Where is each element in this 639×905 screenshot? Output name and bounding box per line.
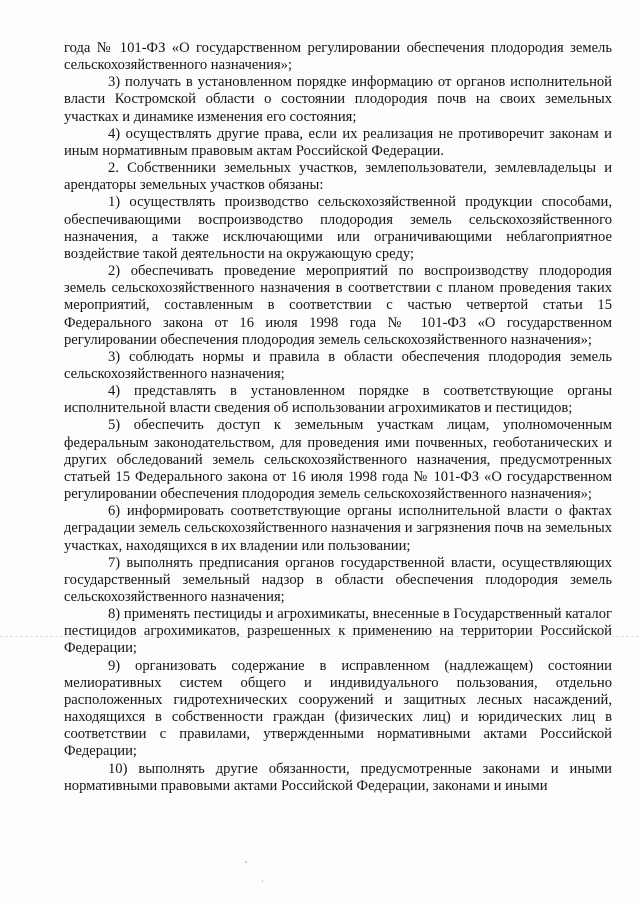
paragraph-duty-2: 2) обеспечивать проведение мероприятий по воспроизводству плодородия земель сельскохозяйственного назначения в соответствии с планом проведения таких мероприятий, составленным в соответствии с частью четвертой статьи 15 Федерального закона от 16 июля 1998 года № 101-ФЗ «О государственном регулировании обеспечения плодородия земель сельскохозяйственного назначения»; (64, 263, 612, 348)
paragraph-duty-9: 9) организовать содержание в исправленном (надлежащем) состоянии мелиоративных систем общего и индивидуального пользования, отдельно расположенных гидротехнических сооружений и защитных лесных насаждений, находящихся в собственности граждан (физических лиц) и юридических лиц в соответствии с правилами, утвержденными нормативными актами Российской Федерации; (64, 657, 612, 760)
paragraph-duty-4: 4) представлять в установленном порядке в соответствующие органы исполнительной власти сведения об использовании агрохимикатов и пестицидов; (64, 383, 612, 417)
paragraph-right-3: 3) получать в установленном порядке информацию от органов исполнительной власти Костромской области о состоянии плодородия почв на своих земельных участках и динамике изменения его состояния; (64, 74, 612, 125)
paragraph-duty-10: 10) выполнять другие обязанности, предусмотренные законами и иными нормативными правовыми актами Российской Федерации, законами и иными (64, 760, 612, 794)
paragraph-duty-7: 7) выполнять предписания органов государственной власти, осуществляющих государственный земельный надзор в области обеспечения плодородия земель сельскохозяйственного назначения; (64, 554, 612, 605)
paragraph-duty-8: 8) применять пестициды и агрохимикаты, внесенные в Государственный каталог пестицидов агрохимикатов, разрешенных к применению на территории Российской Федерации; (64, 606, 612, 657)
paragraph-duty-1: 1) осуществлять производство сельскохозяйственной продукции способами, обеспечивающими воспроизводство плодородия земель сельскохозяйственного назначения, а также исключающими или ограничивающими неблагоприятное воздействие такой деятельности на окружающую среду; (64, 194, 612, 262)
scan-fold-line (0, 636, 639, 637)
paragraph-continuation: года № 101-ФЗ «О государственном регулировании обеспечения плодородия земель сельскохозяйственного назначения»; (64, 40, 612, 74)
scan-speck (262, 880, 263, 882)
paragraph-section-2-intro: 2. Собственники земельных участков, землепользователи, землевладельцы и арендаторы земельных участков обязаны: (64, 160, 612, 194)
paragraph-duty-5: 5) обеспечить доступ к земельным участкам лицам, уполномоченным федеральным законодательством, для проведения ими почвенных, геоботанических и других обследований земель сельскохозяйственного назначения, предусмотренных статьей 15 Федерального закона от 16 июля 1998 года № 101-ФЗ «О государственном регулировании обеспечения плодородия земель сельскохозяйственного назначения»; (64, 417, 612, 503)
paragraph-duty-3: 3) соблюдать нормы и правила в области обеспечения плодородия земель сельскохозяйственного назначения; (64, 348, 612, 382)
paragraph-right-4: 4) осуществлять другие права, если их реализация не противоречит законам и иным нормативным правовым актам Российской Федерации. (64, 125, 612, 159)
scan-speck (245, 861, 247, 863)
document-body (64, 40, 612, 795)
paragraph-duty-6: 6) информировать соответствующие органы исполнительной власти о фактах деградации земель сельскохозяйственного назначения и загрязнения почв на земельных участках, находящихся в их владении или пользовании; (64, 503, 612, 554)
